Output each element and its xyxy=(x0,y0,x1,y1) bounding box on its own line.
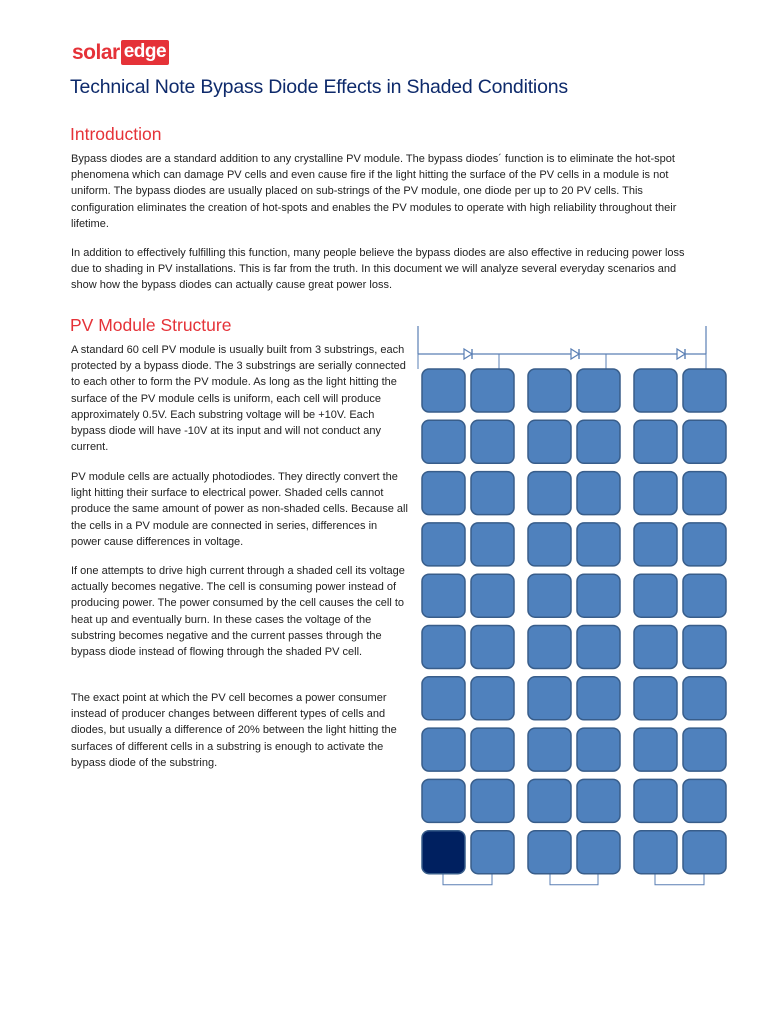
pv-cell xyxy=(422,369,465,412)
pv-cell xyxy=(528,369,571,412)
intro-paragraph-2: In addition to effectively fulfilling this function, many people believe the bypass diodes are also effective in reducing power loss due to shading in PV installations. This is far from the truth. In this document we will analyze several everyday scenarios and show how the bypass diodes can actually cause great power loss. xyxy=(71,247,685,292)
pv-cell xyxy=(683,728,726,771)
pv-cell xyxy=(422,420,465,463)
pv-cell xyxy=(528,626,571,669)
pv-cell xyxy=(471,728,514,771)
pv-paragraph-3: If one attempts to drive high current through a shaded cell its voltage actually becomes negative. The cell is consuming power instead of producing power. The power consumed by the cell causes the cell to heat up and eventually burn. In these cases the voltage of the substring becomes negative and the current passes through the bypass diode instead of flowing through the shaded PV cell. xyxy=(71,565,405,659)
pv-cell xyxy=(577,626,620,669)
pv-cell xyxy=(577,420,620,463)
pv-cell xyxy=(471,472,514,515)
intro-paragraph-1: Bypass diodes are a standard addition to any crystalline PV module. The bypass diodes´ function is to eliminate the hot-spot phenomena which can damage PV cells and even cause fire if the light hitting the surface of the PV cells in a module is not uniform. The bypass diodes are usually placed on sub-strings of the PV module, one diode per up to 20 PV cells. This configuration eliminates the creation of hot-spots and enables the PV modules to operate with high reliability throughout their lifetime. xyxy=(71,153,677,230)
bypass-diode-3 xyxy=(677,349,685,359)
pv-cell xyxy=(577,472,620,515)
pv-cell xyxy=(577,523,620,566)
pv-paragraph-1: A standard 60 cell PV module is usually built from 3 substrings, each protected by a bypass diode. The 3 substrings are serially connected to each other to form the PV module. As long as the light hitting the surface of the PV module cells is uniform, each cell will produce approximately 0.5V. Each substring voltage will be +10V. Each bypass diode will have -10V at its input and will not conduct any current. xyxy=(71,344,406,454)
pv-cell xyxy=(634,472,677,515)
pv-cell xyxy=(471,626,514,669)
pv-cell xyxy=(683,523,726,566)
pv-cell xyxy=(471,779,514,822)
pv-cell xyxy=(577,369,620,412)
pv-cell xyxy=(528,523,571,566)
pv-cell xyxy=(634,728,677,771)
pv-cell xyxy=(528,831,571,874)
pv-cell xyxy=(528,728,571,771)
bottom-connector-3 xyxy=(655,874,704,885)
pv-cell xyxy=(422,574,465,617)
pv-cell xyxy=(634,420,677,463)
pv-cell xyxy=(528,472,571,515)
document-title: Technical Note Bypass Diode Effects in Shaded Conditions xyxy=(70,76,568,98)
solaredge-logo xyxy=(72,40,169,65)
pv-cell xyxy=(683,779,726,822)
pv-cell xyxy=(634,523,677,566)
pv-cell xyxy=(422,626,465,669)
pv-cell xyxy=(422,779,465,822)
pv-cell xyxy=(471,523,514,566)
pv-cell xyxy=(683,574,726,617)
pv-cell-shaded xyxy=(422,831,465,874)
pv-cell xyxy=(471,574,514,617)
pv-cell xyxy=(528,574,571,617)
pv-cell xyxy=(577,831,620,874)
pv-cell xyxy=(683,420,726,463)
pv-cell xyxy=(471,369,514,412)
pv-cell xyxy=(683,472,726,515)
pv-cell xyxy=(422,472,465,515)
pv-cell xyxy=(422,523,465,566)
pv-cell xyxy=(577,728,620,771)
pv-cell xyxy=(422,728,465,771)
pv-cell xyxy=(634,626,677,669)
pv-cell xyxy=(471,677,514,720)
pv-cell xyxy=(634,677,677,720)
pv-cell xyxy=(471,420,514,463)
pv-cell xyxy=(528,779,571,822)
bypass-diode-1 xyxy=(464,349,472,359)
pv-cell xyxy=(634,574,677,617)
pv-cell xyxy=(634,779,677,822)
pv-paragraph-2: PV module cells are actually photodiodes. They directly convert the light hitting their surface to electrical power. Shaded cells cannot produce the same amount of power as non-shaded cells. Because all the cells in a PV module are connected in series, differences in power cause differences in voltage. xyxy=(71,471,408,548)
pv-module-structure-heading: PV Module Structure xyxy=(70,315,232,335)
bypass-diode-2 xyxy=(571,349,579,359)
logo-text-solar: solar xyxy=(72,40,120,64)
pv-cell xyxy=(577,677,620,720)
pv-paragraph-4: The exact point at which the PV cell becomes a power consumer instead of producer changes between different types of cells and diodes, but usually a difference of 20% between the light hitting the surfaces of different cells in a substring is enough to activate the bypass diode of the substring. xyxy=(71,692,397,769)
pv-cell xyxy=(683,831,726,874)
pv-cell xyxy=(471,831,514,874)
bottom-connector-1 xyxy=(443,874,492,885)
pv-cell xyxy=(634,369,677,412)
pv-cell xyxy=(683,677,726,720)
pv-module-diagram xyxy=(400,318,745,898)
introduction-heading: Introduction xyxy=(70,124,162,144)
pv-cell xyxy=(528,677,571,720)
pv-cell xyxy=(577,574,620,617)
pv-cell xyxy=(528,420,571,463)
pv-cell xyxy=(577,779,620,822)
pv-cell xyxy=(683,369,726,412)
pv-cell xyxy=(634,831,677,874)
pv-cell xyxy=(683,626,726,669)
logo-text-edge: edge xyxy=(121,40,169,65)
bottom-connector-2 xyxy=(550,874,598,885)
pv-cell xyxy=(422,677,465,720)
